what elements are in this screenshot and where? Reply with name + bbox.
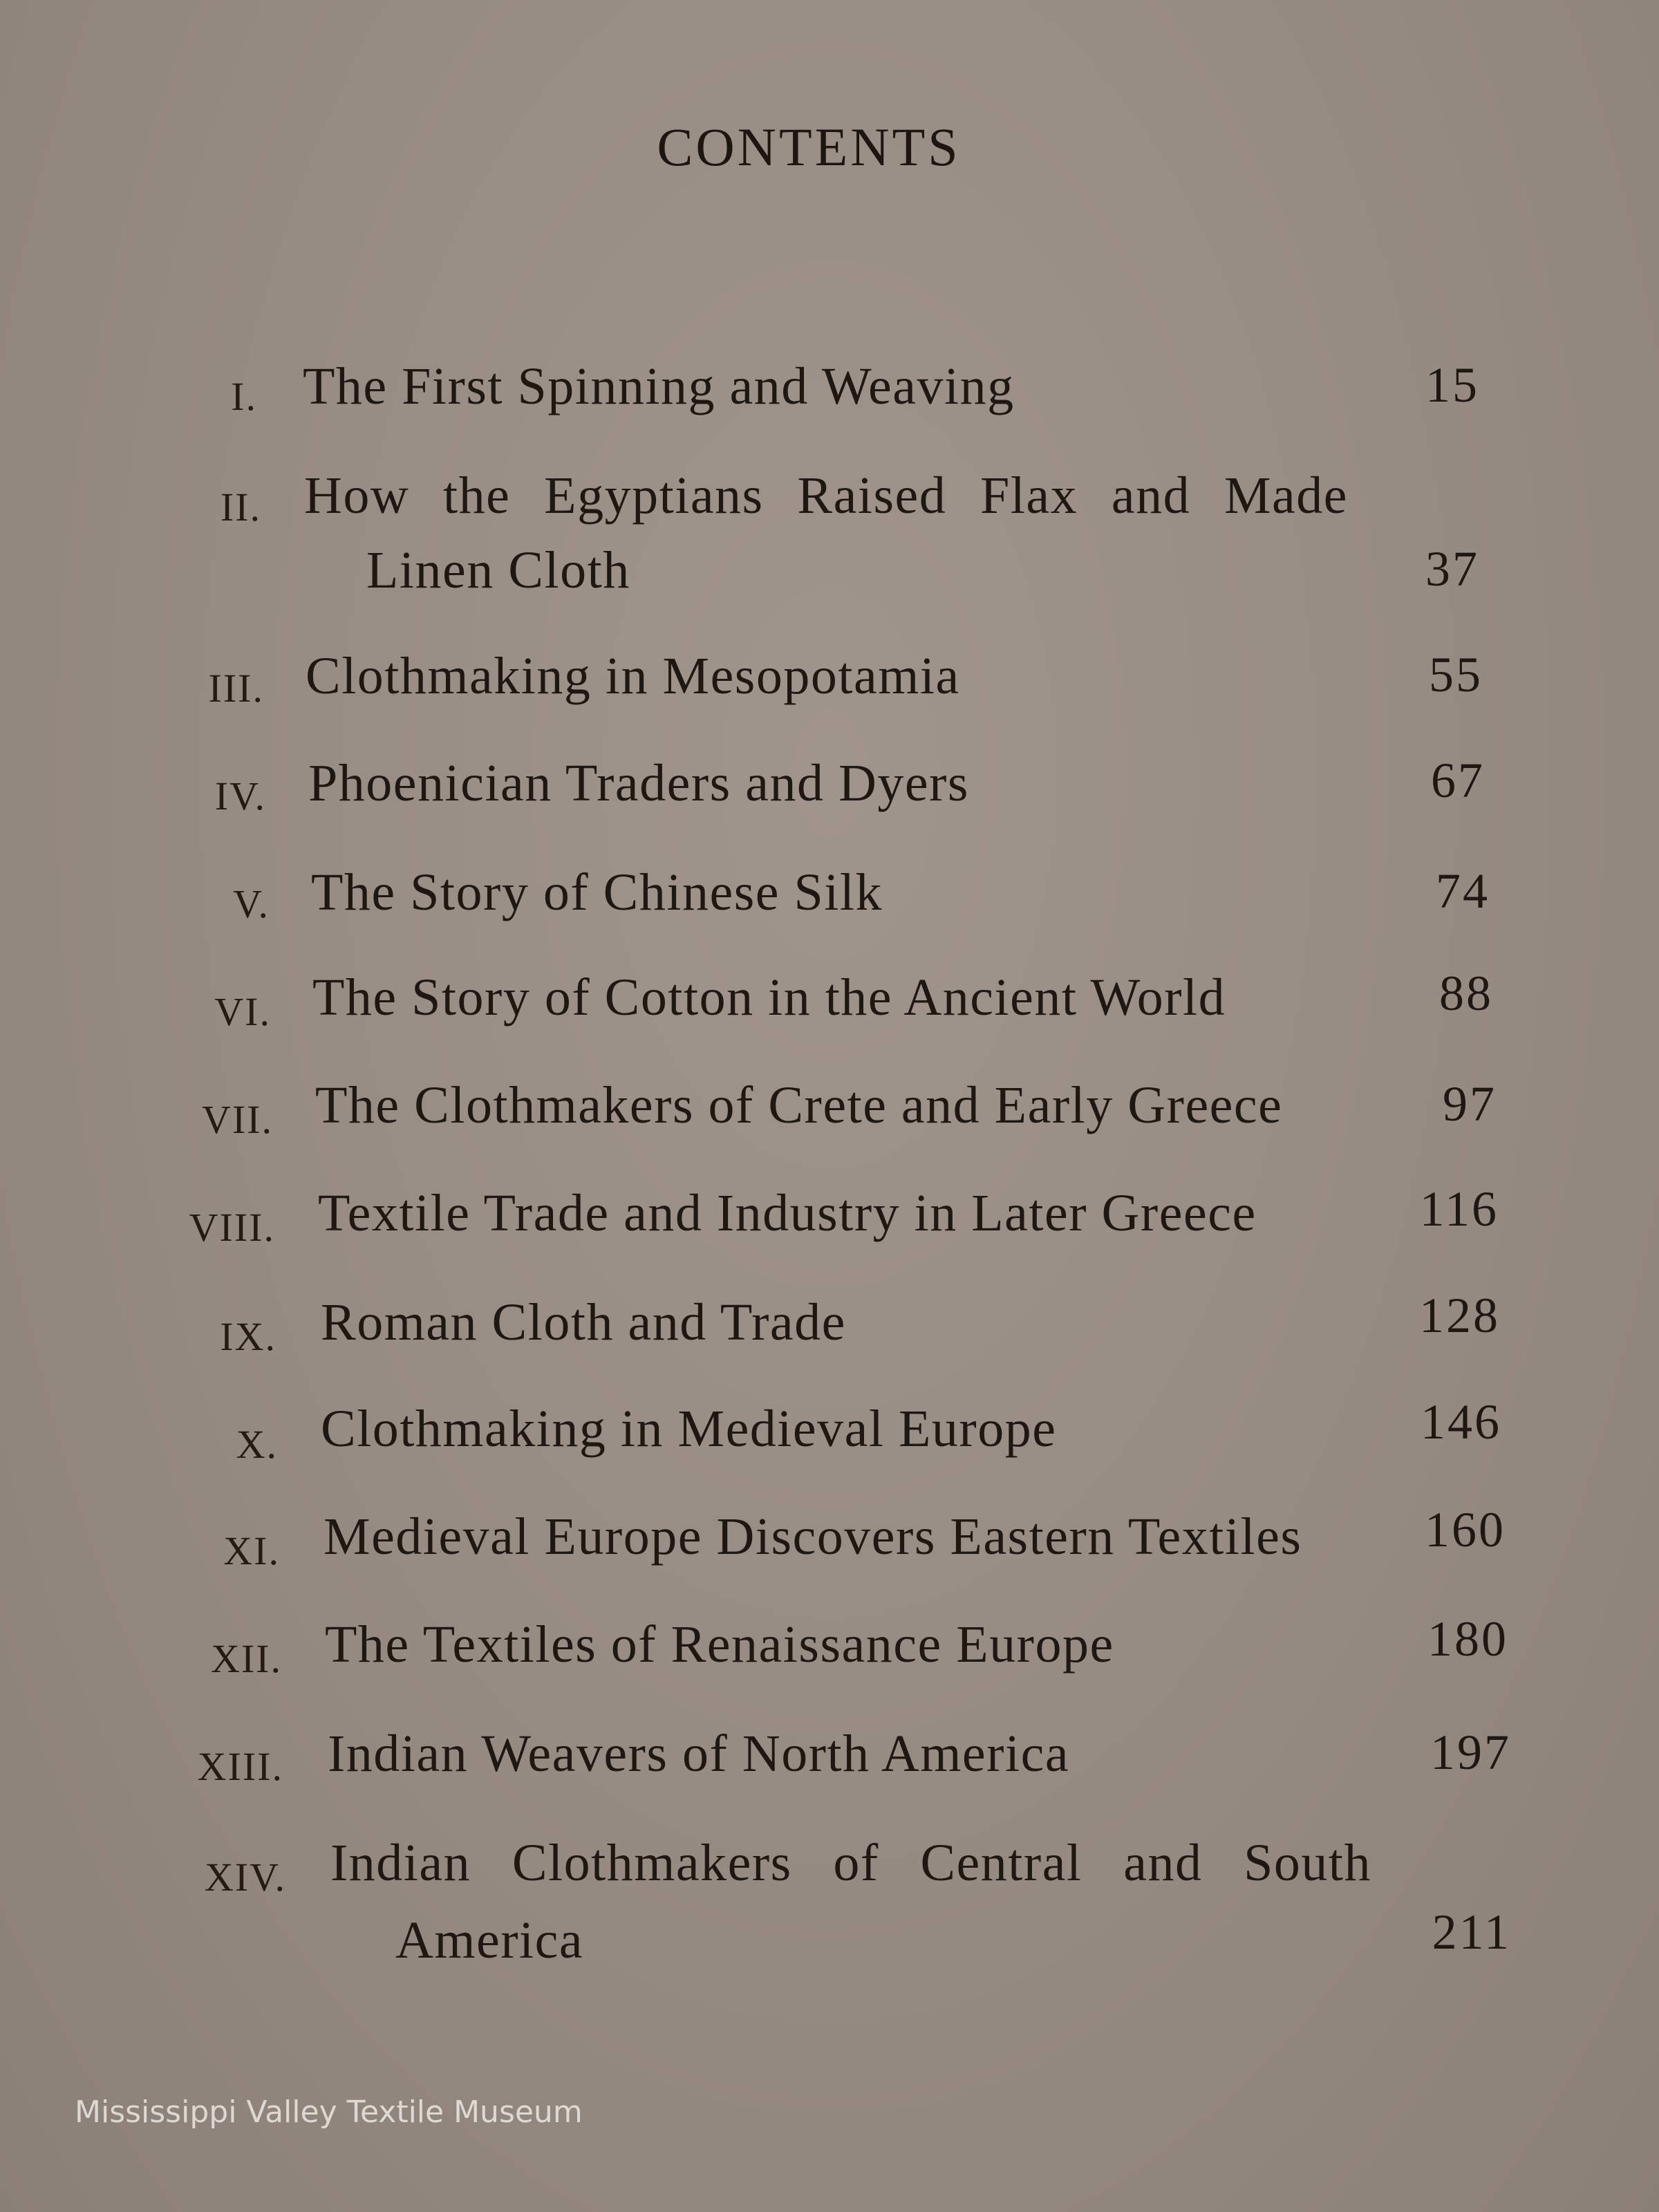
page-number: 211 <box>1432 1904 1511 1960</box>
chapter-numeral: V. <box>233 881 270 926</box>
chapter-title: How the Egyptians Raised Flax and Made <box>304 467 1348 525</box>
chapter-title-continued: America <box>395 1911 584 1969</box>
page-number: 197 <box>1430 1725 1511 1780</box>
chapter-title: The Textiles of Renaissance Europe <box>325 1615 1114 1674</box>
chapter-title: Clothmaking in Mesopotamia <box>306 647 960 705</box>
chapter-numeral: III. <box>208 666 264 711</box>
chapter-numeral: X. <box>236 1422 278 1467</box>
page-number: 160 <box>1425 1502 1506 1557</box>
page-number: 67 <box>1431 753 1485 808</box>
page-number: 97 <box>1443 1076 1497 1132</box>
chapter-title: Phoenician Traders and Dyers <box>308 754 969 812</box>
page-number: 37 <box>1425 541 1479 597</box>
page-number: 88 <box>1439 966 1493 1021</box>
page-number: 128 <box>1419 1288 1500 1343</box>
chapter-title: The Story of Cotton in the Ancient World <box>312 968 1226 1027</box>
chapter-numeral: II. <box>220 485 261 529</box>
page-number: 116 <box>1419 1181 1499 1237</box>
chapter-title: Clothmaking in Medieval Europe <box>321 1400 1057 1458</box>
chapter-title: Medieval Europe Discovers Eastern Textiles <box>324 1508 1302 1566</box>
chapter-title: Roman Cloth and Trade <box>321 1293 846 1351</box>
page-number: 74 <box>1436 863 1490 919</box>
chapter-numeral: IV. <box>214 774 266 818</box>
museum-watermark: Mississippi Valley Textile Museum <box>75 2094 583 2130</box>
chapter-numeral: VII. <box>201 1097 273 1142</box>
chapter-numeral: VI. <box>214 989 271 1034</box>
page-number: 55 <box>1429 647 1483 702</box>
chapter-title: The First Spinning and Weaving <box>303 357 1015 415</box>
page-number: 15 <box>1425 357 1479 413</box>
chapter-title: The Clothmakers of Crete and Early Greece <box>315 1076 1283 1134</box>
chapter-title: Indian Clothmakers of Central and South <box>330 1834 1371 1892</box>
chapter-title-continued: Linen Cloth <box>366 541 630 599</box>
page-number: 146 <box>1421 1394 1501 1450</box>
chapter-numeral: XII. <box>210 1636 282 1681</box>
chapter-numeral: XIV. <box>204 1855 286 1900</box>
chapter-numeral: I. <box>231 374 257 419</box>
page-number: 180 <box>1427 1611 1508 1667</box>
chapter-numeral: XIII. <box>197 1744 283 1789</box>
chapter-title: Indian Weavers of North America <box>328 1725 1070 1783</box>
chapter-title: Textile Trade and Industry in Later Greece <box>318 1184 1257 1242</box>
chapter-numeral: VIII. <box>189 1205 275 1250</box>
chapter-numeral: XI. <box>223 1528 280 1573</box>
chapter-numeral: IX. <box>220 1314 276 1359</box>
page-title: CONTENTS <box>657 117 961 177</box>
chapter-title: The Story of Chinese Silk <box>311 863 883 921</box>
